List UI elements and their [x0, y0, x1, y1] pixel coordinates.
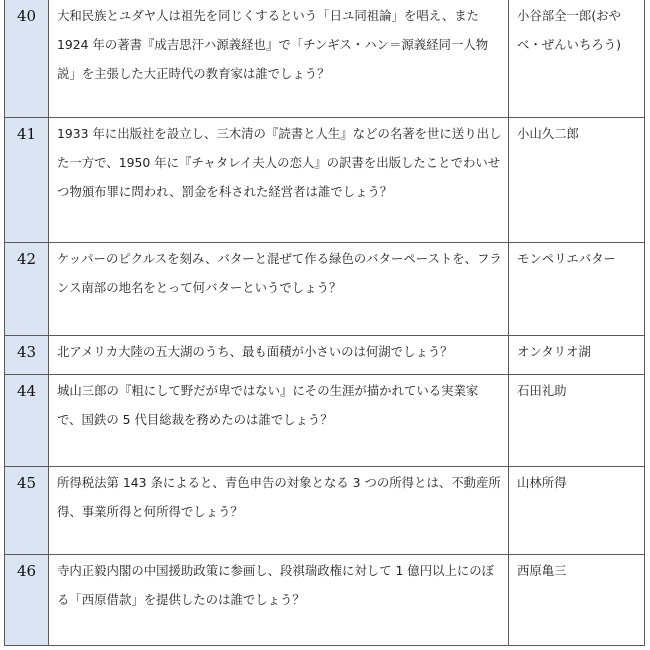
question-text: ケッパーのピクルスを刻み、バターと混ぜて作る緑色のバターペーストを、フランス南部の地名をとって何バターというでしょう？ — [57, 251, 502, 295]
table-row — [5, 467, 645, 555]
table-row — [5, 375, 645, 467]
question-number: 44 — [16, 382, 37, 400]
quiz-table — [4, 0, 645, 646]
question-text: 寺内正毅内閣の中国援助政策に参画し、段祺瑞政権に対して 1 億円以上にのぼる「西原借款」を提供したのは誰でしょう？ — [57, 563, 495, 607]
answer-text: オンタリオ湖 — [517, 344, 591, 359]
answer-text: モンペリエバター — [517, 251, 616, 266]
question-number: 41 — [16, 125, 37, 143]
question-number: 43 — [16, 343, 37, 361]
table-row — [5, 336, 645, 375]
question-number: 42 — [16, 250, 37, 268]
answer-text: 西原亀三 — [517, 563, 567, 578]
answer-text: 小山久二郎 — [517, 126, 579, 141]
table-row — [5, 118, 645, 243]
question-number: 40 — [16, 7, 37, 25]
table-row — [5, 0, 645, 118]
table-row — [5, 555, 645, 646]
table-row — [5, 243, 645, 336]
question-text: 城山三郎の『粗にして野だが卑ではない』にその生涯が描かれている実業家で、国鉄の 5 代目総裁を務めたのは誰でしょう？ — [57, 383, 479, 427]
answer-text: 小谷部全一郎(おやべ・ぜんいちろう) — [517, 8, 621, 52]
question-text: 北アメリカ大陸の五大湖のうち、最も面積が小さいのは何湖でしょう？ — [57, 344, 453, 359]
question-text: 1933 年に出版社を設立し、三木清の『読書と人生』などの名著を世に送り出した一方で、1950 年に『チャタレイ夫人の恋人』の訳書を出版したことでわいせつ物頒布罪に問われ、罰金を科された経営者は誰でしょう？ — [57, 126, 502, 199]
answer-text: 石田礼助 — [517, 383, 567, 398]
question-number: 45 — [16, 474, 37, 492]
question-number: 46 — [16, 562, 37, 580]
answer-text: 山林所得 — [517, 475, 567, 490]
question-text: 大和民族とユダヤ人は祖先を同じくするという「日ユ同祖論」を唱え、また 1924 年の著書『成吉思汗ハ源義経也』で「チンギス・ハン＝源義経同一人物説」を主張した大正時代の教育家は誰でしょう？ — [57, 8, 489, 81]
question-text: 所得税法第 143 条によると、青色申告の対象となる 3 つの所得とは、不動産所得、事業所得と何所得でしょう？ — [57, 475, 501, 519]
